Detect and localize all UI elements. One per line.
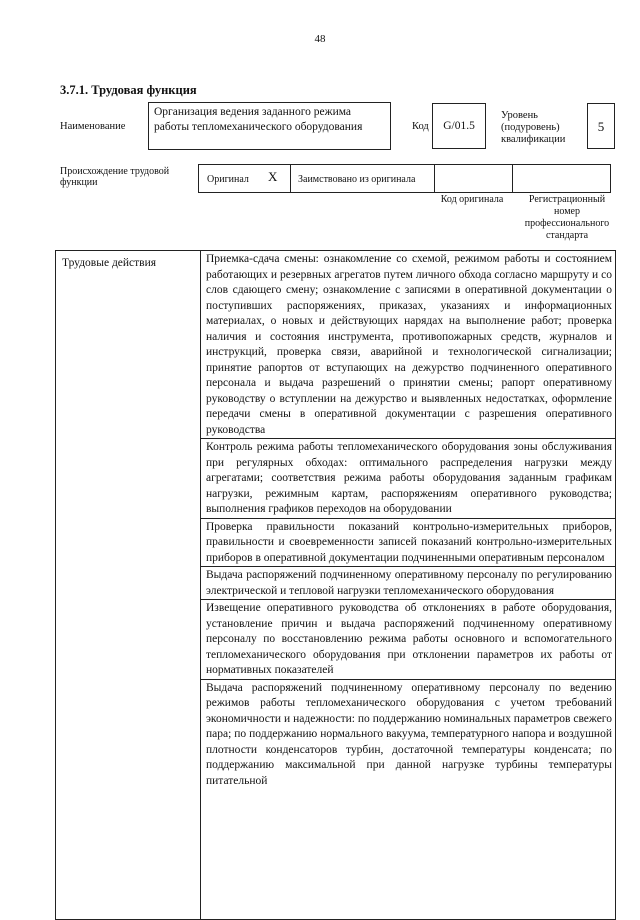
origin-divider-2 (434, 165, 435, 192)
origin-divider-1 (290, 165, 291, 192)
name-value: Организация ведения заданного режима работы тепломеханического оборудования (154, 106, 363, 133)
labor-actions-label: Трудовые действия (62, 257, 157, 269)
code-value: G/01.5 (443, 120, 475, 132)
name-label: Наименование (60, 121, 126, 132)
section-title: 3.7.1. Трудовая функция (60, 83, 197, 97)
level-field (587, 103, 615, 149)
origin-borrowed-label: Заимствовано из оригинала (298, 174, 416, 185)
labor-actions-label-cell (56, 251, 201, 919)
origin-code-caption: Код оригинала (440, 194, 504, 205)
origin-original-label: Оригинал (207, 174, 249, 185)
level-value: 5 (597, 119, 605, 134)
origin-table (198, 164, 611, 193)
labor-action-2: Контроль режима работы тепломеханического оборудования зоны обслуживания при регулярных обходах: оптимального распределения нагрузки между агрегатами; соответствия режима работы оборудования заданным графикам нагрузки, режимным картам, распоряжениям оперативного руководства; выполнения графиков переходов на оборудовании (201, 439, 615, 519)
labor-actions-list (201, 251, 615, 789)
name-field (148, 102, 391, 150)
level-label: Уровень (подуровень) квалификации (501, 110, 566, 145)
code-label: Код (412, 121, 429, 132)
origin-reg-caption: Регистрационный номер профессионального стандарта (524, 194, 610, 241)
page-number: 48 (314, 33, 326, 45)
labor-action-3: Проверка правильности показаний контрольно-измерительных приборов, правильности и своевременности записей показаний контрольно-измерительных приборов в оперативной документации подчиненными оперативным персоналом (201, 519, 615, 568)
origin-mark: X (268, 169, 278, 184)
origin-label: Происхождение трудовой функции (60, 166, 170, 188)
origin-divider-3 (512, 165, 513, 192)
labor-action-6: Выдача распоряжений подчиненному оперативному персоналу по ведению режимов работы тепломеханического оборудования с учетом требований экономичности и надежности: по поддержанию номинальных параметров свежего пара; по поддержанию нормального вакуума, температурного напора и воздушной плотности конденсаторов турбин, достаточной температуры конденсата; по поддержанию максимальной при данной нагрузке турбины температуры питательной (206, 681, 612, 787)
code-field (432, 103, 486, 149)
labor-action-4: Выдача распоряжений подчиненному оперативному персоналу по регулированию электрической и тепловой нагрузки тепломеханического оборудования (201, 567, 615, 600)
labor-actions-table (55, 250, 616, 920)
labor-action-5: Извещение оперативного руководства об отклонениях в работе оборудования, установление причин и выдача распоряжений подчиненному оперативному персоналу по восстановлению режима работы основного и вспомогательного тепломеханического оборудования при отклонении параметров их работы от нормативных показателей (201, 600, 615, 680)
labor-action-1: Приемка-сдача смены: ознакомление со схемой, режимом работы и состоянием работающих и резервных агрегатов путем личного обхода согласно маршруту и со слов сдающего смену; ознакомление с записями в оперативной документации о поступивших распоряжениях, приказах, указаниях и информационных материалах, о новых и действующих нарядах на выполнение работ; проверка наличия и состояния инструмента, противопожарных средств, журналов и инструкций, проверка связи, аварийной и технологической сигнализации; принятие рапортов от вступающих на дежурство подчиненного оперативного персонала и выдача разрешений о принятии смены; рапорт оперативному руководству о вступлении на дежурство и выявленных недостатках, оформление передачи смены в оперативной документации с разрешения оперативного руководства (201, 251, 615, 439)
